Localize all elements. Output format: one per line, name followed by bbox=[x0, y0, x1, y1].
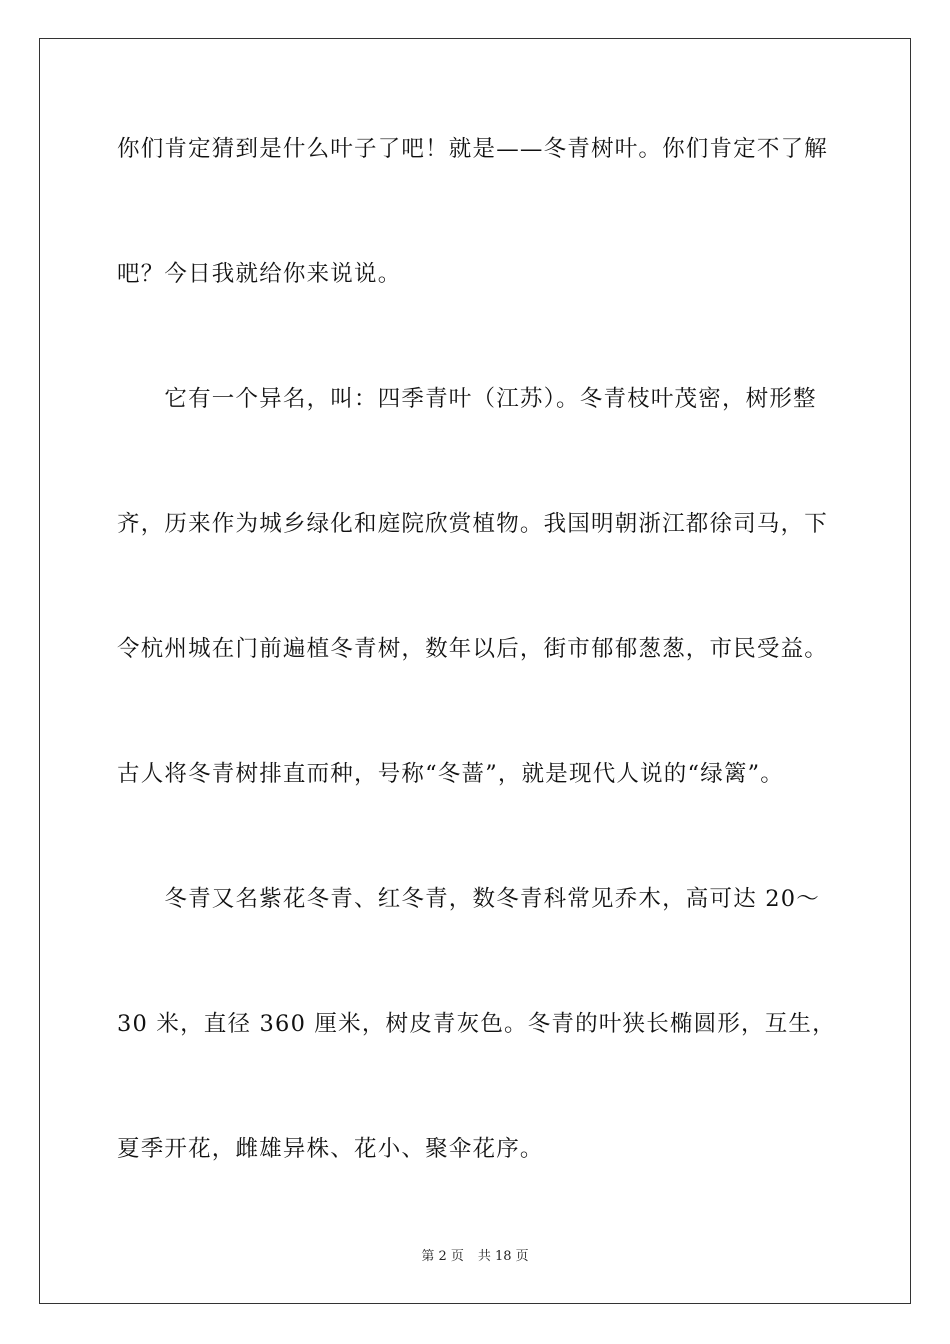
page-border bbox=[39, 38, 911, 1304]
text-line: 古人将冬青树排直而种，号称“冬蔷”，就是现代人说的“绿篱”。 bbox=[117, 761, 785, 787]
text-line: 冬青又名紫花冬青、红冬青，数冬青科常见乔木，高可达 20～ bbox=[117, 886, 820, 912]
page-total: 共 18 页 bbox=[477, 1249, 529, 1264]
text-line: 它有一个异名，叫：四季青叶（江苏）。冬青枝叶茂密，树形整 bbox=[117, 386, 817, 412]
page-number: 第 2 页 bbox=[421, 1249, 464, 1264]
text-line: 夏季开花，雌雄异株、花小、聚伞花序。 bbox=[117, 1136, 544, 1162]
text-line: 吧？今日我就给你来说说。 bbox=[117, 261, 402, 287]
page-footer bbox=[0, 1248, 950, 1266]
text-line: 齐，历来作为城乡绿化和庭院欣赏植物。我国明朝浙江都徐司马，下 bbox=[117, 511, 829, 537]
text-line: 你们肯定猜到是什么叶子了吧！就是——冬青树叶。你们肯定不了解 bbox=[117, 136, 829, 162]
text-line: 令杭州城在门前遍植冬青树，数年以后，街市郁郁葱葱，市民受益。 bbox=[117, 636, 829, 662]
text-line: 30 米，直径 360 厘米，树皮青灰色。冬青的叶狭长椭圆形，互生， bbox=[117, 1011, 836, 1037]
